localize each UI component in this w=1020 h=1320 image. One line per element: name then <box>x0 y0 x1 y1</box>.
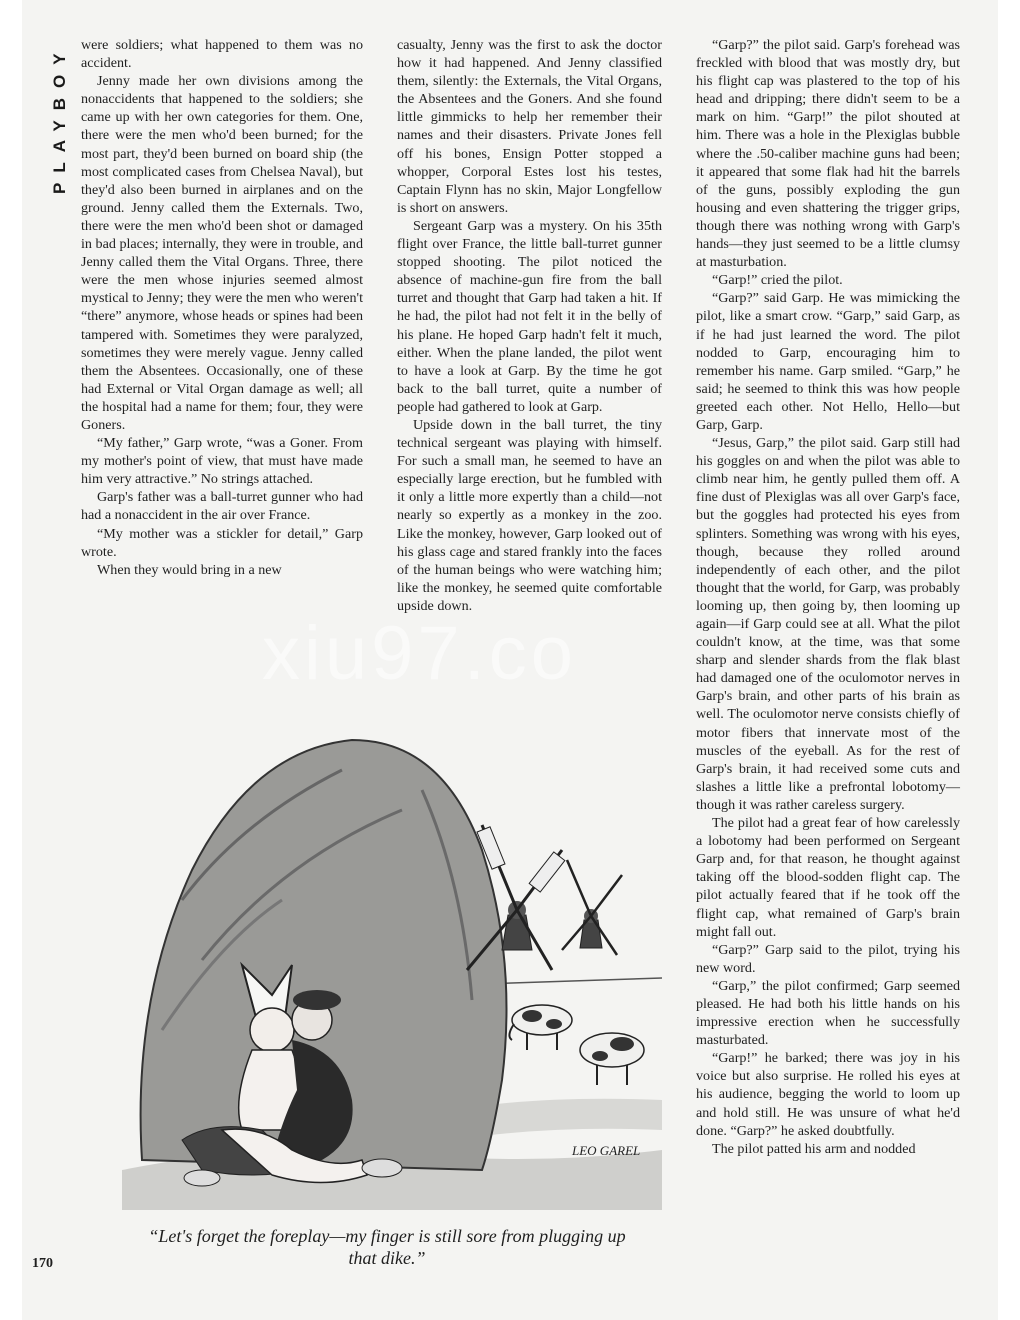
masthead-text: PLAYBOY <box>50 43 69 194</box>
text-column-2 <box>397 36 662 615</box>
text-column-1 <box>81 36 363 579</box>
text-column-3 <box>696 36 960 1158</box>
cow-2 <box>580 1033 644 1085</box>
cow-1 <box>509 1005 572 1050</box>
artist-signature: LEO GAREL <box>572 1143 641 1158</box>
paragraph: casualty, Jenny was the first to ask the doctor how it had happened. And Jenny classified them, silently: the Externals, the Vital Organs, the Absentees and the Goners. And she found little gimmicks to help her remember their names and their disasters. Private Jones fell off his bones, Ensign Potter stopped a whopper, Corporal Estes lost his testes, Captain Flynn has no skin, Major Longfellow is short on answers. <box>397 37 662 216</box>
paragraph: “Garp,” the pilot confirmed; Garp seemed pleased. He had both his little hands on his impressive erection when he successfully masturbated. <box>696 977 960 1049</box>
paragraph: When they would bring in a new <box>97 561 282 578</box>
page-number: 170 <box>32 1256 53 1271</box>
paragraph: Sergeant Garp was a mystery. On his 35th flight over France, the little ball-turret gunner stopped shooting. The pilot noticed the absence of machine-gun fire from the ball turret and thought that Garp had taken a hit. If he had, the pilot had not felt it in the belly of his plane. He hoped Garp hadn't felt it much, either. When the plane landed, the pilot went to have a look at Garp. By the time he got back to the ball turret, quite a number of people had gathered to look at Garp. <box>397 217 662 415</box>
paragraph: “Garp?” said Garp. He was mimicking the pilot, like a smart crow. “Garp,” said Garp, as if he had just learned the word. The pilot nodded to Garp, encouraging him to remember his name. Garp smiled. “Garp,” he said; he seemed to think this was how people greeted each other. Not Hello, Hello—but Garp, Garp. <box>696 290 960 433</box>
paragraph: The pilot had a great fear of how carelessly a lobotomy had been performed on Sergeant Garp and, for that reason, he thought against taking off the blood-sodden flight cap. The pilot actually feared that if he took off the flight cap, what remained of Garp's brain might fall out. <box>696 815 960 940</box>
magazine-page <box>22 0 998 1320</box>
paragraph: “Garp!” he barked; there was joy in his voice but also surprise. He rolled his eyes at his audience, begging the world to loom up and hold still. He was unsure of what he'd done. “Garp?” he asked doubtfully. <box>696 1050 960 1139</box>
paragraph: “My father,” Garp wrote, “was a Goner. From my mother's point of view, that must have made him very attractive.” No strings attached. <box>81 435 363 488</box>
paragraph: “My mother was a stickler for detail,” Garp wrote. <box>81 525 363 560</box>
paragraph: Upside down in the ball turret, the tiny technical sergeant was playing with himself. For such a small man, he seemed to have an especially large erection, but he fumbled with it only a little more expertly than a child—not nearly so expertly as a monkey in the zoo. Like the monkey, however, Garp looked out of his glass cage and stared frankly into the faces of the human beings who were watching him; like the monkey, he seemed quite comfortable upside down. <box>397 416 662 614</box>
paragraph: “Jesus, Garp,” the pilot said. Garp still had his goggles on and when the pilot was able to climb near him, he gently pulled them off. A fine dust of Plexiglas was all over Garp's face, but the goggles had protected his eyes from splinters. Something was wrong with his eyes, though, because they rolled around independently of each other, and the pilot thought that the world, for Garp, was probably looming up, then going by, then looming up again—if Garp could see at all. What the pilot couldn't know, at the time, was that some sharp and slender shards from the flak blast had damaged one of the oculomotor nerves in Garp's brain, and other parts of his brain as well. The oculomotor nerve consists chiefly of motor fibers that innervate most of the muscles of the eyeball. As for the rest of Garp's brain, it had received some cuts and slashes a little like a prefrontal lobotomy—though it was rather careless surgery. <box>696 435 960 813</box>
paragraph: Garp's father was a ball-turret gunner who had had a nonaccident in the air over France. <box>81 489 363 524</box>
windmill-2 <box>562 860 622 955</box>
paragraph: were soldiers; what happened to them was no accident. <box>81 37 363 72</box>
paragraph: Jenny made her own divisions among the nonaccidents that happened to the soldiers; she came up with her own categories for them. One, there were the men who'd been burned; for the most part, they'd been burned on board ship (the most complicated cases from Chelsea Naval), but they'd also been burned in airplanes and on the ground. Jenny called them the Externals. Two, there were the men who'd been shot or damaged in bad places; internally, they were in trouble, and Jenny called them the Vital Organs. Three, there were the men whose injuries seemed almost mystical to Jenny; they were the men who weren't “there” anymore, whose heads or spines had been tampered with. Sometimes they were paralyzed, sometimes they were merely vague. Jenny called them the Absentees. Occasionally, one of these had External or Vital Organ damage as well; all the hospital had a name for them; four, they were Goners. <box>81 73 363 433</box>
paragraph: “Garp!” cried the pilot. <box>712 272 843 289</box>
masthead-vertical <box>50 34 72 194</box>
cartoon-caption: “Let's forget the foreplay—my finger is still sore from plugging up that dike.” <box>148 1226 626 1268</box>
paragraph: The pilot patted his arm and nodded <box>712 1140 916 1157</box>
paragraph: “Garp?” the pilot said. Garp's forehead was freckled with blood that was mostly dry, but his flight cap was plastered to the top of his head and dripping; there didn't seem to be a mark on him. “Garp!” the pilot shouted at him. There was a hole in the Plexiglas bubble where the .50-caliber machine guns had been; it appeared that some flak had hit the barrels of the guns, possibly exploding the gun housing and even shattering the trigger grips, though there was nothing wrong with Garp's hands—they just seemed to be a little clumsy at masturbation. <box>696 37 960 271</box>
paragraph: “Garp?” Garp said to the pilot, trying his new word. <box>696 941 960 976</box>
watermark: xiu97.co <box>262 611 578 696</box>
cartoon-illustration <box>122 700 662 1210</box>
